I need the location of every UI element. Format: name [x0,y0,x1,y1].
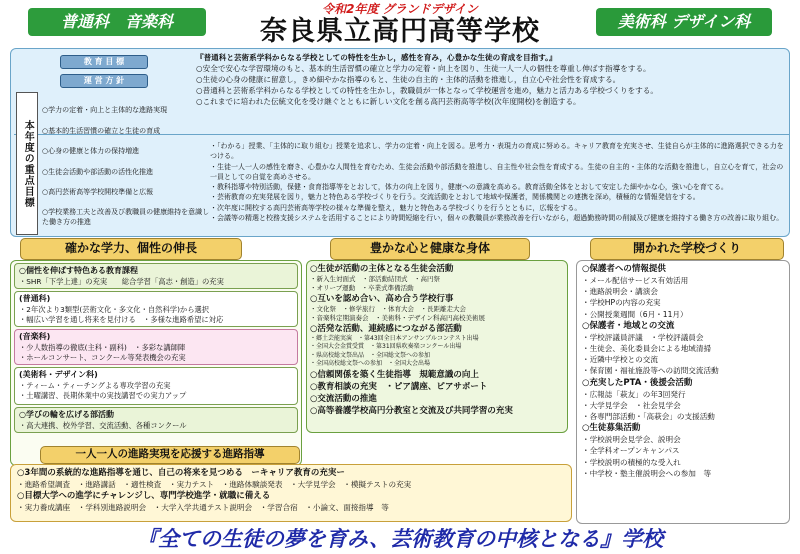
general-head: (普通科) [19,294,51,303]
col3-heading: 開かれた学校づくり [590,238,784,260]
col2-heading: 豊かな心と健康な身体 [330,238,530,260]
goal-text [196,52,788,107]
priority-item: ○学校業務工夫と改善及び教職員の健康維持を意識した働き方の推進 [42,207,210,226]
col2-item-head: ○生徒が活動の主体となる生徒会活動 [310,264,454,274]
priority-item: ○高円芸術高等学校開校準備と広報 [42,188,154,196]
col2-item-line: ・全国高校総文祭への参加 ・全国大会出場 [310,360,431,368]
career-item-line: ・進路希望調査 ・進路講話 ・適性検査 ・実力テスト ・進路体験談発表 ・大学見学会 ・模擬テストの充実 [17,480,412,489]
goal-line: ○これまでに培われた伝統文化を受け継ぐとともに新しい文化を創る高円芸術高等学校(次年度開校)を創造する。 [196,97,581,106]
priority-left-list [42,100,212,227]
course-tag-left [28,8,206,36]
col3-list [582,263,788,479]
col3-item-head: ○保護者・地域との交流 [582,320,675,331]
general-line: ・幅広い学習を通し将来を見付ける ・多様な進路希望に対応 [19,315,224,325]
col1-heading: 確かな学力、個性の伸長 [20,238,242,260]
col2-item-line: ・全国大会金賞受賞 ・第31回県吹奏楽コンクール出場 [310,343,462,351]
priority-detail: ・生徒一人一人の感性を磨き、心豊かな人間性を育むため、生徒会活動や部活動を推進し、自主性や社会性を育成する。生徒の自主的・主体的な活動を推進し，自立心を育て，社会の一員としての自覚を高めさせる。 [210,162,784,181]
course-tag-right [596,8,772,36]
col3-item-head: ○充実したPTA・後援会活動 [582,377,693,388]
col2-item-head: ○高等養護学校高円分教室と交流及び共同学習の充実 [310,405,513,416]
priority-detail: ・次年度に開校する高円芸術高等学校の様々な準備を整え，魅力と特色ある学校づくりを行うとともに，広報をする。 [210,203,582,212]
career-item-line: ・実力養成講座 ・学科別進路説明会 ・大学入学共通テスト説明会 ・学習合宿 ・小論文、面接指導 等 [17,503,389,513]
col3-item-line: ・公開授業週間（6月・11月） [582,309,688,319]
col1-general [14,291,298,327]
curriculum-line: ・SHR「下学上達」の充実 総合学習「高志・創造」の充実 [19,276,224,286]
priority-detail: ・芸術教育の充実発展を図り，魅力と特色ある学校づくりを行う。交流活動をとおして地域や保護者，関係機関との連携を深め，積極的な情報発信をする。 [210,193,700,202]
col2-item-head: ○教育相談の充実 ・ピア講座、ピアサポート [310,381,488,392]
col3-item-line: ・学校説明の積極的な受入れ [582,457,681,467]
sub-title: 令和2年度 グランドデザイン [322,2,478,16]
col2-item-head: ○活発な活動、連続感につながる部活動 [310,324,462,334]
music-line: ・ホールコンサート、コンクール等発表機会の充実 [19,353,186,363]
goal-line: 『普通科と芸術系学科からなる学校としての特性を生かし，感性を育み，心豊かな生徒の育成を目指す。』 [196,53,557,62]
col3-item-line: ・中学校・塾主催説明会への参加 等 [582,468,712,478]
col1-music [14,329,298,365]
goal-label: 教 育 目 標 [60,55,148,69]
goal-line: ○安全で安心な学習環境のもと、基本的生活習慣の確立と学力の定着・向上を図り、生徒一人一人の個性を尊重し伸ばす指導をする。 [196,64,651,73]
career-item-head: ○3年間の系統的な進路指導を通じ、自己の将来を見つめる ーキャリア教育の充実ー [17,468,345,478]
general-line: ・2年次より3類型(芸術文化・多文化・自然科学)から選択 [19,304,210,314]
priority-detail: ・「わかる」授業、「主体的に取り組む」授業を追求し、学力の定着・向上を図る。思考力・表現力の育成に努める。キャリア教育を充実させ、生徒自らが主体的に進路選択できる力をつける。 [210,142,784,161]
col1-art [14,367,298,405]
course-tag-right-text: 美術科 デザイン科 [617,12,751,31]
priority-detail: ・会議等の精選と校務支援システムを活用することにより時間短縮を行い，個々の教職員が業務改善を行いながら，超過勤務時間の削減及び健康を維持する働き方の改善に取り組む。 [210,214,784,223]
school-slogan: 『全ての生徒の夢を育み、芸術教育の中核となる』学校 [136,526,664,551]
club-line: ・高大連携、校外学習、交流活動、各種コンクール [19,420,187,430]
art-line: ・ティーム・ティーチングよる専攻学習の充実 [19,380,171,390]
col3-item-line: ・メール配信サービス有効活用 [582,276,689,285]
priority-item: ○生徒会活動や部活動の活性化推進 [42,167,154,176]
col3-item-line: ・学校説明会見学会、説明会 [582,435,681,445]
col3-item-line: ・大学見学会 ・社会見学会 [582,400,681,410]
col2-item-head: ○互いを認め合い、高め合う学校行事 [310,294,454,304]
col2-item-line: ・オリーブ運動 ・卒業式準備活動 [310,284,414,292]
col3-item-line: ・生徒会、美化委員会による地域清掃 [582,344,712,354]
art-line: ・土曜講習、長期休業中の実技講習での実力アップ [19,391,187,401]
col1-club [14,407,298,433]
col3-item-line: ・保育園・福祉施設等への訪問交流活動 [582,366,719,376]
course-tag-left-text: 普通科 音楽科 [60,12,173,31]
priority-item: ○基本的生活習慣の確立と生徒の育成 [42,126,161,135]
career-panel [10,464,572,522]
col2-item-line: ・郷土芸能実演 ・第43回全日本アンサンブルコンテスト出場 [310,335,479,342]
priority-right-list [210,141,790,223]
goal-line: ○普通科と芸術系学科からなる学校としての特性を生かし，教職員が一体となって学校運営を進め，魅力と活力ある学校づくりをする。 [196,86,658,95]
col2-item-line: ・新入生対面式 ・部活動結団式 ・高円祭 [310,275,440,283]
career-item-head: ○目標大学への進学にチャレンジし、専門学校進学・就職に備える [17,491,271,502]
curriculum-head: ○個性を伸ばす特色ある教育課程 [19,266,138,275]
col3-item-line: ・全学科オープンキャンパス [582,446,680,456]
col2-item-line: ・県高校総文祭出品 ・全国総文祭への参加 [310,351,431,359]
col3-item-line: ・各専門部活動・「高萩会」の支援活動 [582,412,715,422]
priority-item: ○学力の定着・向上と主体的な進路実現 [42,106,168,114]
club-head: ○学びの輪を広げる部活動 [19,410,114,419]
col2-item-head: ○信頼関係を築く生徒指導 規範意識の向上 [310,369,479,380]
priority-detail: ・教科指導や特別活動，保健・食育指導等をとおして，体力の向上を図り，健康への意識を高める。教育活動全体をとおして安定した細やかな心，強い心を育てる。 [210,183,728,192]
col3-item-line: ・進路説明会・講演会 [582,287,658,297]
col3-item-line: ・学校評議員評議 ・学校評議員会 [582,332,704,342]
music-head: (音楽科) [19,332,51,341]
priority-label: 本年度の重点目標 [16,92,38,235]
title-block [216,2,584,48]
page-title: 奈良県立高円高等学校 [260,16,540,47]
col2-item-line: ・文化祭 ・修学旅行 ・体育大会 ・長距離走大会 [310,305,466,313]
policy-label: 運 営 方 針 [60,74,148,88]
col2-list [310,263,566,417]
col2-item-line: ・音楽科定期演奏会 ・美術科・デザイン科高円高校美術展 [310,314,486,322]
col3-item-head: ○生徒募集活動 [582,423,641,434]
col3-item-line: ・近隣中学校との交流 [582,355,658,365]
col3-item-head: ○保護者への情報提供 [582,264,666,274]
col3-item-line: ・広報誌「萩友」の年3回発行 [582,389,686,399]
col2-item-head: ○交流活動の推進 [310,393,377,404]
music-line: ・少人数指導の徹底(主科・副科) ・多彩な講師陣 [19,342,186,352]
art-head: (美術科・デザイン科) [19,370,98,379]
col3-item-line: ・学校HPの内容の充実 [582,298,661,308]
career-heading: 一人一人の進路実現を応援する進路指導 [40,446,300,464]
goal-line: ○生徒の心身の健康に留意し，きめ細やかな指導のもと、生徒の自主的・主体的活動を推進し，自立心や社会性を育成する。 [196,75,621,84]
col1-curriculum [14,263,298,289]
priority-item: ○心身の健康と体力の保持増進 [42,147,140,155]
